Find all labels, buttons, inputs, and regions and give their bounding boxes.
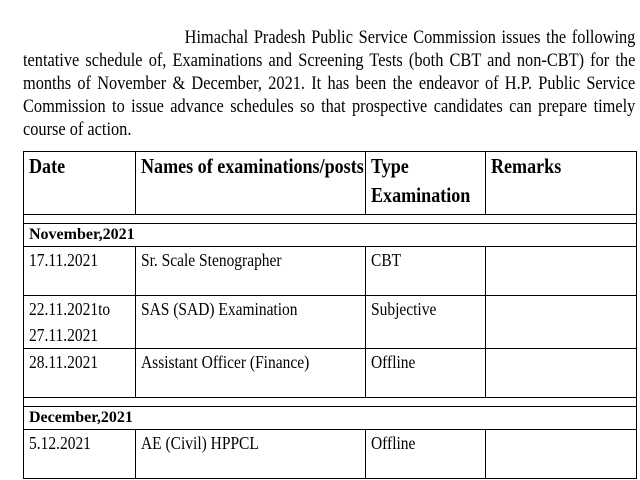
intro-text: Himachal Pradesh Public Service Commission issues the following tentative schedule of, Examinations and Screening Tests (both CBT and non-CBT) for the months of November & December, 2021. It has been the endeavor of H.P. Public Service Commission to issue advance schedules so that prospective candidates can prepare timely course of action. <box>23 27 636 140</box>
header-names: Names of examinations/posts <box>136 152 366 215</box>
table-row <box>24 430 637 479</box>
remarks-cell <box>486 349 637 398</box>
table-row <box>24 247 637 296</box>
exam-type-cell: Offline <box>366 430 486 479</box>
remarks-cell <box>486 296 637 349</box>
exam-name-cell: AE (Civil) HPPCL <box>136 430 366 479</box>
date-cell: 22.11.2021to 27.11.2021 <box>24 296 136 349</box>
exam-name-cell: Sr. Scale Stenographer <box>136 247 366 296</box>
remarks-cell <box>486 247 637 296</box>
remarks-cell <box>486 430 637 479</box>
exam-type-cell: CBT <box>366 247 486 296</box>
exam-name-cell: Assistant Officer (Finance) <box>136 349 366 398</box>
date-cell: 5.12.2021 <box>24 430 136 479</box>
intro-paragraph <box>23 26 635 141</box>
date-cell: 17.11.2021 <box>24 247 136 296</box>
exam-type-cell: Offline <box>366 349 486 398</box>
month-row-november <box>24 224 637 247</box>
schedule-table <box>23 151 637 479</box>
header-remarks: Remarks <box>486 152 637 215</box>
date-cell: 28.11.2021 <box>24 349 136 398</box>
month-label: November,2021 <box>24 224 637 247</box>
exam-name-cell: SAS (SAD) Examination <box>136 296 366 349</box>
header-date: Date <box>24 152 136 215</box>
table-row <box>24 296 637 349</box>
table-row <box>24 349 637 398</box>
exam-type-cell: Subjective <box>366 296 486 349</box>
month-label: December,2021 <box>24 407 637 430</box>
table-header-row <box>24 152 637 215</box>
month-row-december <box>24 407 637 430</box>
header-type: Type Examination <box>366 152 486 215</box>
